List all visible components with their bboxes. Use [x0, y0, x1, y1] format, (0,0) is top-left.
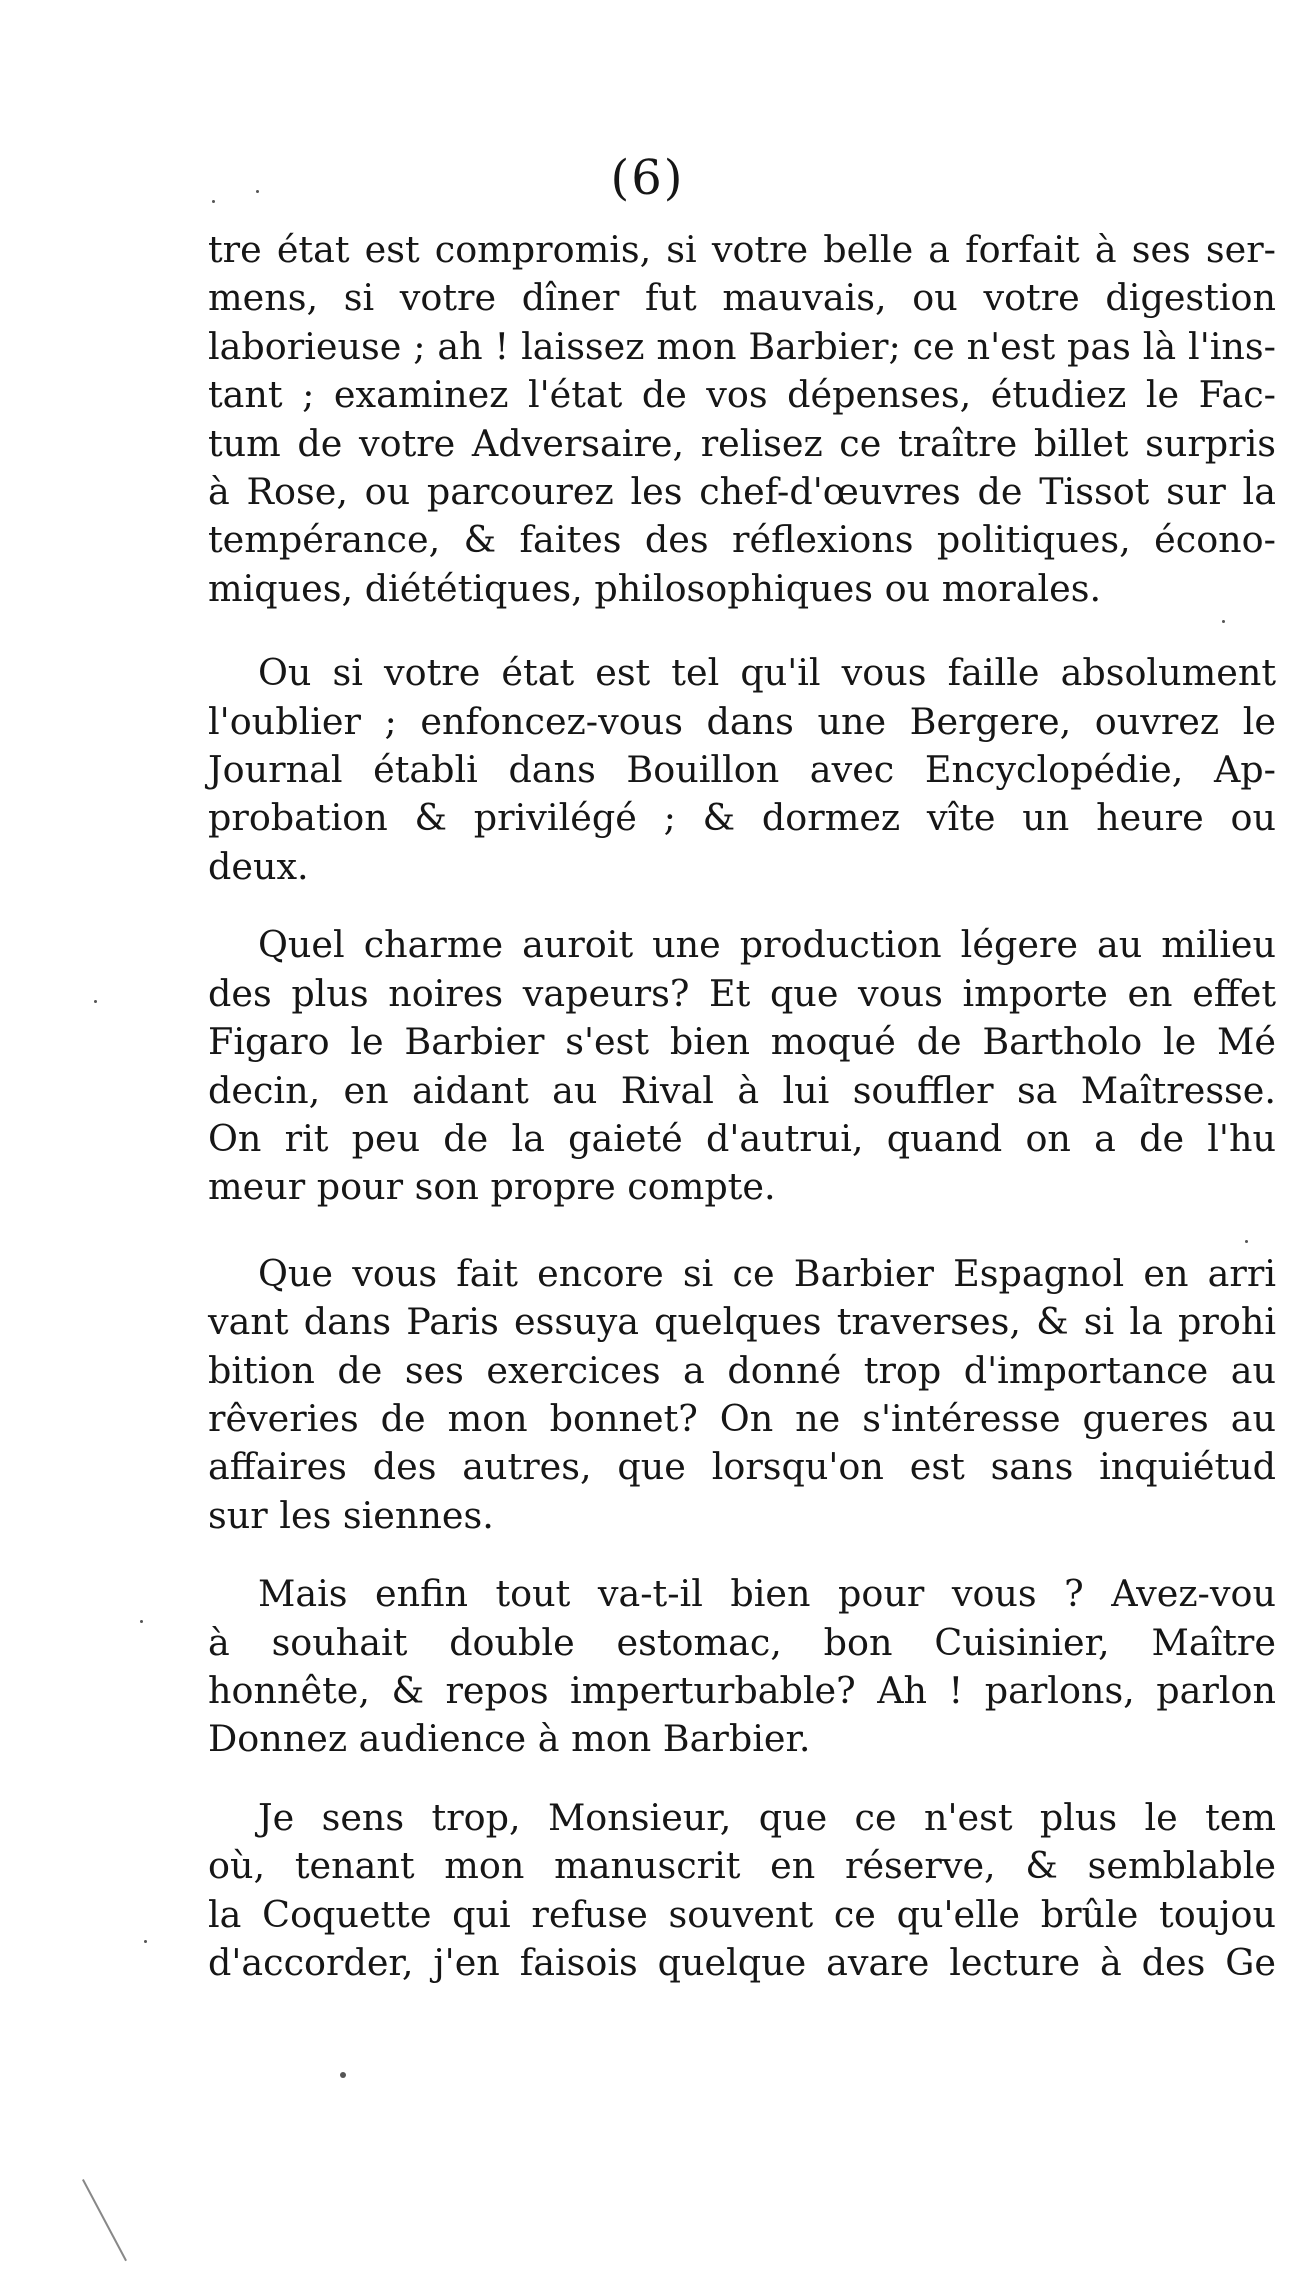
text-line: rêveries de mon bonnet? On ne s'intéresse gueres au: [208, 1396, 1276, 1440]
text-line: Figaro le Barbier s'est bien moqué de Bartholo le Mé: [208, 1020, 1276, 1064]
text-line: la Coquette qui refuse souvent ce qu'elle brûle toujou: [208, 1892, 1276, 1936]
text-line: Donnez audience à mon Barbier.: [208, 1717, 811, 1761]
text-line: bition de ses exercices a donné trop d'importance au: [208, 1348, 1276, 1392]
paragraph-3: [208, 921, 1276, 1211]
body-text: [208, 226, 1276, 1987]
text-line: vant dans Paris essuya quelques traverses, & si la prohi: [208, 1300, 1276, 1344]
text-line: Ou si votre état est tel qu'il vous faille absolument: [258, 651, 1276, 695]
text-line: tum de votre Adversaire, relisez ce traître billet surpris: [208, 421, 1276, 465]
text-line: honnête, & repos imperturbable? Ah ! parlons, parlon: [208, 1668, 1276, 1712]
text-line: meur pour son propre compte.: [208, 1165, 776, 1209]
text-line: miques, diététiques, philosophiques ou morales.: [208, 566, 1102, 610]
text-line: où, tenant mon manuscrit en réserve, & semblable: [208, 1844, 1276, 1888]
text-line: decin, en aidant au Rival à lui souffler sa Maîtresse.: [208, 1068, 1276, 1112]
text-line: affaires des autres, que lorsqu'on est sans inquiétud: [208, 1445, 1276, 1489]
text-line: à Rose, ou parcourez les chef-d'œuvres de Tissot sur la: [208, 470, 1276, 514]
text-line: deux.: [208, 844, 309, 888]
text-line: tempérance, & faites des réflexions politiques, écono-: [208, 518, 1276, 562]
text-line: Quel charme auroit une production légere au milieu: [258, 923, 1276, 967]
text-line: probation & privilégé ; & dormez vîte un heure ou: [208, 796, 1276, 840]
scan-speck: [1222, 620, 1225, 623]
scan-speck: [94, 1000, 97, 1003]
scan-speck: [256, 190, 259, 193]
text-line: d'accorder, j'en faisois quelque avare lecture à des Ge: [208, 1941, 1276, 1984]
scan-speck: [140, 1620, 143, 1623]
text-line: sur les siennes.: [208, 1493, 494, 1537]
scan-speck: [144, 1940, 147, 1943]
page-number: (6): [610, 150, 685, 206]
text-line: laborieuse ; ah ! laissez mon Barbier; ce n'est pas là l'ins-: [208, 324, 1276, 368]
scan-speck: [1245, 1240, 1248, 1243]
text-line: Mais enfin tout va-t-il bien pour vous ? Avez-vou: [258, 1572, 1276, 1616]
text-line: à souhait double estomac, bon Cuisinier, Maître: [208, 1620, 1276, 1664]
text-line: l'oublier ; enfoncez-vous dans une Bergere, ouvrez le: [208, 699, 1276, 743]
text-line: Je sens trop, Monsieur, que ce n'est plus le tem: [258, 1795, 1276, 1839]
text-line: Journal établi dans Bouillon avec Encyclopédie, Ap-: [208, 748, 1276, 792]
text-line: On rit peu de la gaieté d'autrui, quand on a de l'hu: [208, 1116, 1276, 1160]
paragraph-6: [208, 1794, 1276, 1988]
paragraph-4: [208, 1250, 1276, 1540]
scan-speck: [212, 200, 215, 203]
text-line: tre état est compromis, si votre belle a forfait à ses ser-: [208, 228, 1276, 271]
scan-scratch: [82, 2179, 127, 2261]
text-line: mens, si votre dîner fut mauvais, ou votre digestion: [208, 276, 1276, 320]
text-line: des plus noires vapeurs? Et que vous importe en effet: [208, 971, 1276, 1015]
text-line: tant ; examinez l'état de vos dépenses, étudiez le Fac-: [208, 373, 1276, 417]
paragraph-1: [208, 226, 1276, 613]
text-line: Que vous fait encore si ce Barbier Espagnol en arri: [258, 1251, 1276, 1295]
paragraph-5: [208, 1570, 1276, 1764]
scan-speck: [340, 2072, 346, 2078]
paragraph-2: [208, 649, 1276, 891]
